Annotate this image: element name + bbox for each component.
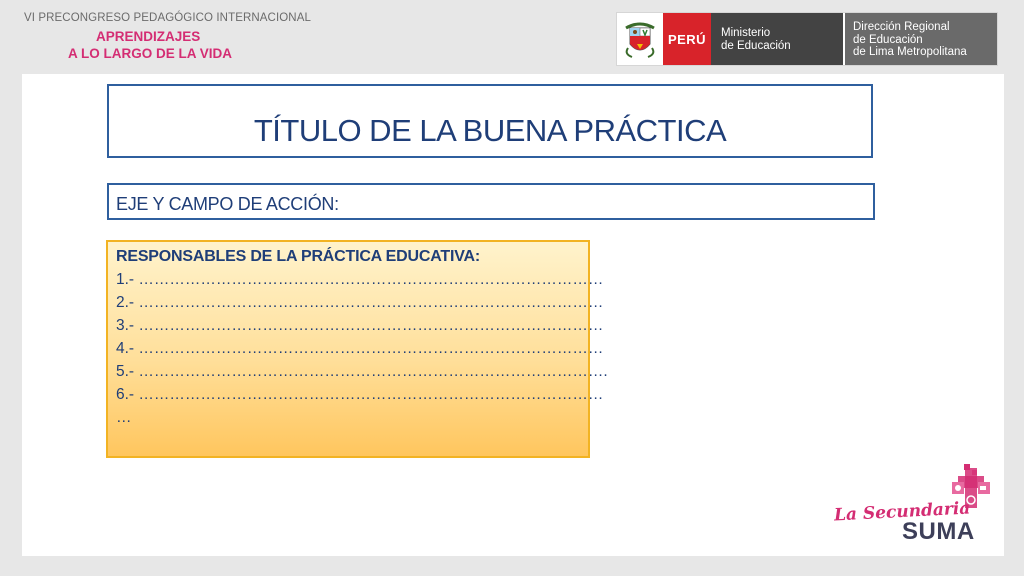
page-title: TÍTULO DE LA BUENA PRÁCTICA xyxy=(253,113,727,148)
coat-of-arms-icon xyxy=(617,13,663,65)
ministry-label xyxy=(711,13,845,65)
conference-tagline-line1: APRENDIZAJES xyxy=(96,29,201,44)
axis-box xyxy=(107,183,875,220)
responsible-ellipsis: … xyxy=(116,409,132,426)
responsible-line: 1.- ……………………………………………………………………………… xyxy=(116,271,604,288)
responsibles-box xyxy=(106,240,608,458)
responsibles-heading: RESPONSABLES DE LA PRÁCTICA EDUCATIVA: xyxy=(116,248,480,265)
dre-line2: de Educación xyxy=(853,33,923,46)
dre-line1: Dirección Regional xyxy=(853,21,950,33)
ministry-line1: Ministerio xyxy=(721,27,771,39)
dre-label xyxy=(845,13,997,65)
responsible-line: 4.- ……………………………………………………………………………… xyxy=(116,340,604,357)
brand-word: SUMA xyxy=(902,518,975,545)
axis-label: EJE Y CAMPO DE ACCIÓN: xyxy=(116,194,339,214)
conference-name: VI PRECONGRESO PEDAGÓGICO INTERNACIONAL xyxy=(24,12,311,24)
responsible-line: 5.- ………………………………………………………………………………. xyxy=(116,363,608,380)
responsible-line: 6.- ……………………………………………………………………………… xyxy=(116,386,604,403)
government-logo xyxy=(616,12,998,66)
brand-script: La Secundaria xyxy=(833,498,971,526)
dre-line3: de Lima Metropolitana xyxy=(853,46,967,58)
ministry-line2: de Educación xyxy=(721,40,791,52)
peru-label: PERÚ xyxy=(663,13,711,65)
brand-logo xyxy=(830,462,1000,552)
title-box xyxy=(107,84,873,158)
conference-header xyxy=(24,12,324,62)
responsible-line: 2.- ……………………………………………………………………………… xyxy=(116,294,604,311)
conference-tagline-line2: A LO LARGO DE LA VIDA xyxy=(68,46,232,61)
responsible-line: 3.- ……………………………………………………………………………… xyxy=(116,317,604,334)
